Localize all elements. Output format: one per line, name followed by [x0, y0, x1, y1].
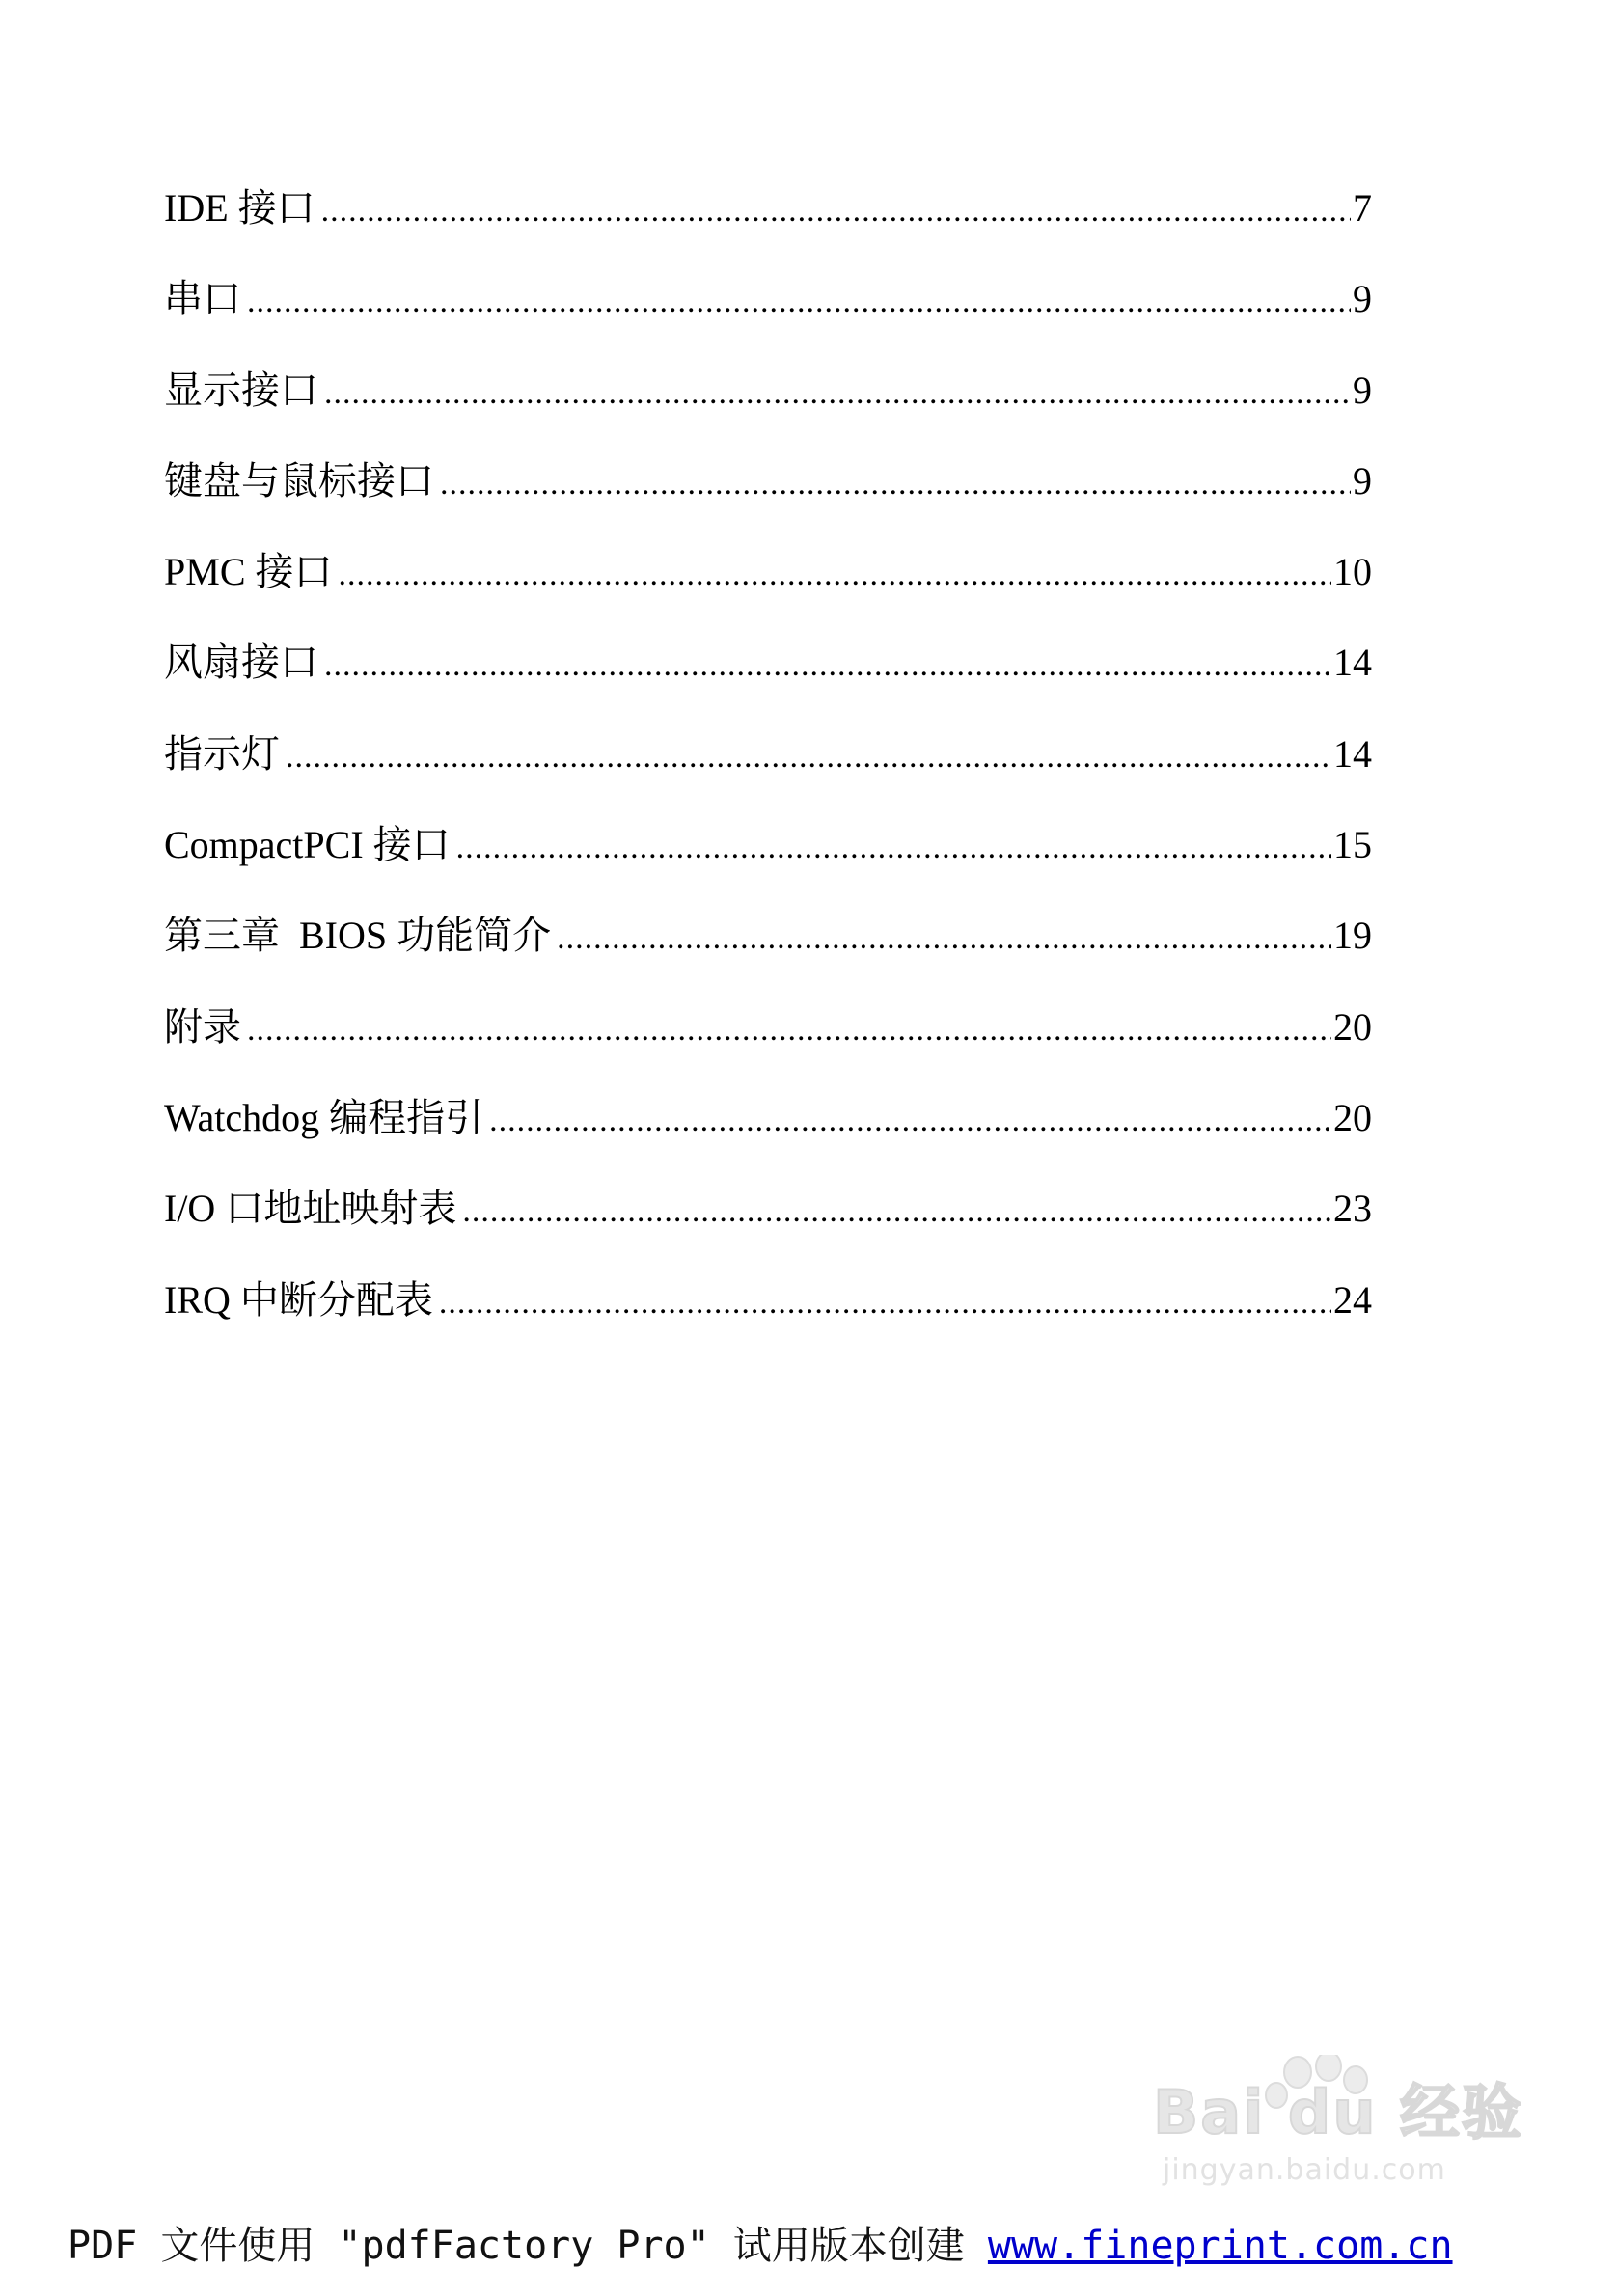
toc-entry[interactable] — [164, 911, 1372, 1001]
toc-entry-page: 7 — [1353, 186, 1372, 230]
toc-entry-label: CompactPCI 接口 — [164, 823, 451, 867]
dot-leader — [324, 369, 1351, 419]
toc-entry-label: Watchdog 编程指引 — [164, 1095, 484, 1139]
toc-entry[interactable] — [164, 1184, 1372, 1274]
dot-leader — [462, 1187, 1331, 1237]
dot-leader — [456, 823, 1331, 873]
dot-leader — [286, 732, 1331, 782]
toc-entry[interactable] — [164, 638, 1372, 728]
toc-entry[interactable] — [164, 1093, 1372, 1184]
pdf-footer — [68, 2219, 1453, 2273]
toc-entry[interactable] — [164, 547, 1372, 638]
dot-leader — [339, 550, 1332, 600]
table-of-contents — [164, 183, 1372, 1366]
footer-link[interactable]: www.fineprint.com.cn — [987, 2224, 1453, 2268]
dot-leader — [247, 277, 1351, 327]
toc-entry[interactable] — [164, 183, 1372, 274]
toc-entry[interactable] — [164, 729, 1372, 820]
toc-entry-page: 9 — [1353, 277, 1372, 321]
toc-entry-label: 第三章 BIOS 功能简介 — [164, 914, 552, 958]
toc-entry-page: 14 — [1333, 641, 1372, 685]
dot-leader — [557, 914, 1331, 964]
toc-entry-page: 19 — [1333, 914, 1372, 958]
toc-entry-page: 10 — [1333, 550, 1372, 594]
toc-entry[interactable] — [164, 274, 1372, 365]
toc-entry-page: 9 — [1353, 458, 1372, 503]
toc-entry-label: 显示接口 — [164, 368, 318, 412]
toc-entry-label: IRQ 中断分配表 — [164, 1277, 433, 1322]
dot-leader — [324, 641, 1331, 691]
dot-leader — [489, 1096, 1331, 1146]
toc-entry-page: 24 — [1333, 1277, 1372, 1322]
toc-entry-label: 键盘与鼠标接口 — [164, 458, 434, 503]
toc-entry-label: PMC 接口 — [164, 550, 333, 594]
toc-entry-label: I/O 口地址映射表 — [164, 1187, 457, 1231]
dot-leader — [439, 1278, 1331, 1328]
toc-entry-label: 风扇接口 — [164, 641, 318, 685]
toc-entry-page: 14 — [1333, 731, 1372, 776]
watermark-brand: Bai du 经验 — [1153, 2077, 1524, 2147]
toc-entry-page: 20 — [1333, 1095, 1372, 1139]
toc-entry[interactable] — [164, 820, 1372, 911]
toc-entry-page: 15 — [1333, 823, 1372, 867]
toc-entry-page: 9 — [1353, 368, 1372, 412]
dot-leader — [247, 1005, 1331, 1055]
toc-entry[interactable] — [164, 1002, 1372, 1093]
watermark-url: jingyan.baidu.com — [1163, 2153, 1446, 2187]
toc-entry-label: 附录 — [164, 1004, 241, 1049]
toc-entry-page: 20 — [1333, 1004, 1372, 1049]
toc-entry-label: 指示灯 — [164, 731, 280, 776]
toc-entry-page: 23 — [1333, 1187, 1372, 1231]
toc-entry-label: IDE 接口 — [164, 186, 315, 230]
toc-entry[interactable] — [164, 1275, 1372, 1366]
dot-leader — [321, 186, 1351, 236]
footer-text: PDF 文件使用 "pdfFactory Pro" 试用版本创建 — [68, 2224, 988, 2268]
dot-leader — [440, 459, 1351, 509]
toc-entry-label: 串口 — [164, 277, 241, 321]
toc-entry[interactable] — [164, 456, 1372, 547]
toc-entry[interactable] — [164, 366, 1372, 456]
